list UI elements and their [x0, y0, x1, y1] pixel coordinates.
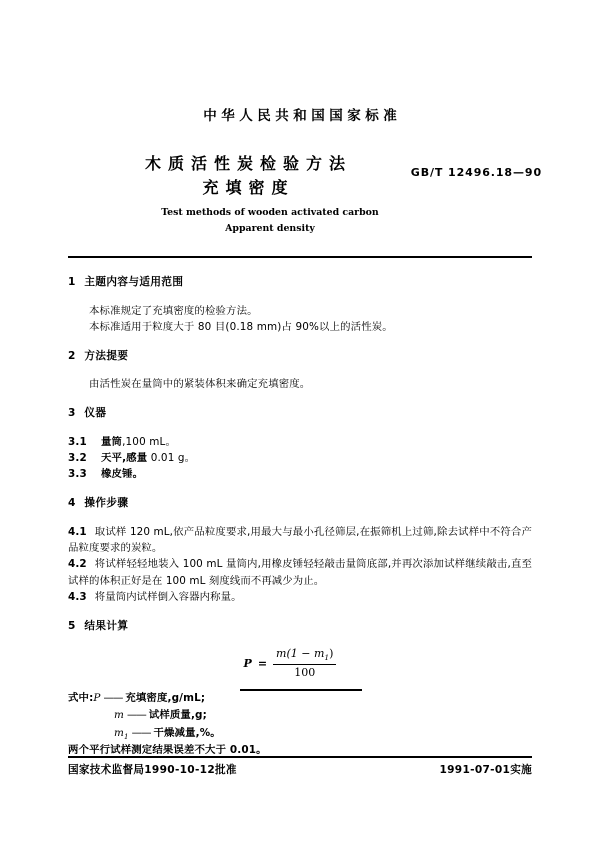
- english-title-block: [0, 205, 600, 238]
- apparatus-item-name: 橡皮锤。: [101, 468, 144, 481]
- formula-variable-symbol: [68, 725, 129, 742]
- title-block: [0, 152, 600, 201]
- english-title-line-2: Apparent density: [225, 223, 315, 235]
- formula-left-hand-side: P: [243, 656, 252, 670]
- apparatus-item-number: 3.2: [68, 451, 87, 464]
- apparatus-item-number: 3.1: [68, 435, 87, 448]
- procedure-step: [68, 524, 532, 557]
- apparatus-item: [68, 434, 532, 450]
- spacer: [68, 393, 532, 405]
- formula-numerator: [273, 647, 336, 664]
- spacer: [68, 367, 532, 376]
- section-heading-2: [68, 348, 532, 365]
- section-1-paragraph-2: 本标准适用于粒度大于 80 目(0.18 mm)占 90%以上的活性炭。: [89, 321, 393, 334]
- formula-legend-dash: ——: [131, 726, 151, 739]
- section-number-3: 3: [68, 406, 76, 419]
- section-heading-4: [68, 495, 532, 512]
- document-title-line-1: 木质活性炭检验方法: [144, 154, 352, 173]
- variable-symbol-text: P: [93, 692, 101, 705]
- formula-equals-sign: =: [257, 656, 268, 670]
- apparatus-item-text: [101, 450, 532, 466]
- procedure-step-text: 取试样 120 mL,依产品粒度要求,用最大与最小孔径筛层,在振筛机上过筛,除去试样中不符合产品粒度要求的炭粒。: [68, 525, 532, 554]
- procedure-step-text: 将量筒内试样倒入容器内称量。: [94, 591, 242, 604]
- formula-variable-symbol: [93, 690, 100, 707]
- apparatus-item-text: [101, 434, 532, 450]
- procedure-step-number: 4.2: [68, 558, 87, 571]
- formula-legend: [68, 690, 532, 758]
- spacer: [68, 606, 532, 618]
- apparatus-item-name: 天平,感量: [101, 451, 148, 464]
- formula-fraction: [273, 647, 336, 679]
- formula-variable-definition: 试样质量,g;: [148, 709, 207, 722]
- approval-statement: 国家技术监督局1990-10-12批准: [68, 764, 237, 776]
- formula-numerator-prefix: m(1 − m: [276, 647, 325, 661]
- formula-legend-row: [68, 690, 532, 707]
- precision-note: 两个平行试样测定结果误差不大于 0.01。: [68, 743, 267, 756]
- section-number-2: 2: [68, 349, 76, 362]
- spacer: [68, 515, 532, 524]
- spacer: [68, 483, 532, 495]
- procedure-step-number: 4.1: [68, 525, 87, 538]
- document-body: [68, 274, 532, 758]
- section-number-1: 1: [68, 276, 76, 288]
- standard-number: GB/T 12496.18—90: [410, 166, 542, 179]
- spacer: [68, 425, 532, 434]
- english-title-line-1: Test methods of wooden activated carbon: [161, 207, 379, 218]
- section-title-3: 仪器: [84, 406, 107, 419]
- apparatus-item-spec: ,100 mL。: [122, 435, 177, 448]
- section-number-5: 5: [68, 619, 76, 632]
- apparatus-item: [68, 466, 532, 482]
- page-footer: [68, 762, 532, 777]
- section-title-2: 方法提要: [84, 349, 129, 362]
- apparatus-item-number: 3.3: [68, 468, 87, 481]
- header-divider-rule: [68, 256, 532, 258]
- formula-legend-dash: ——: [127, 709, 146, 722]
- apparatus-item-text: [101, 466, 532, 482]
- formula-legend-row: [68, 707, 532, 724]
- variable-symbol-subscript: 1: [124, 731, 129, 741]
- formula-variable-definition: 充填密度,g/mL;: [125, 692, 206, 705]
- formula-denominator: 100: [294, 665, 316, 679]
- section-title-5: 结果计算: [84, 619, 129, 632]
- procedure-step-text: 将试样轻轻地装入 100 mL 量筒内,用橡皮锤轻轻敲击量筒底部,并再次添加试样继续敲击,直至试样的体积正好是在 100 mL 刻度线而不再减少为止。: [68, 558, 532, 587]
- procedure-step: [68, 589, 532, 605]
- footer-divider-rule: [68, 756, 532, 758]
- spacer: [68, 336, 532, 348]
- variable-symbol-text: m: [114, 709, 125, 722]
- section-1-paragraph-1: 本标准规定了充填密度的检验方法。: [89, 304, 258, 317]
- procedure-step: [68, 556, 532, 589]
- effective-date-statement: 1991-07-01实施: [439, 764, 532, 776]
- apparatus-item-name: 量筒: [101, 435, 123, 448]
- issuing-nation-line: 中华人民共和国国家标准: [203, 108, 402, 124]
- section-heading-3: [68, 405, 532, 422]
- section-heading-1: [68, 274, 532, 291]
- formula-container: [68, 647, 532, 679]
- variable-symbol-text: m: [114, 726, 125, 739]
- formula-numerator-subscript: 1: [324, 653, 330, 663]
- formula-variable-definition: 干燥减量,%。: [153, 726, 221, 739]
- section-2-paragraph-1: 由活性炭在量筒中的紧装体积来确定充填密度。: [89, 378, 311, 391]
- procedure-step-number: 4.3: [68, 591, 87, 604]
- section-number-4: 4: [68, 496, 76, 509]
- section-title-4: 操作步骤: [84, 496, 129, 509]
- masthead: [0, 108, 600, 124]
- formula-legend-row: [68, 725, 532, 742]
- apparatus-item-spec: 0.01 g。: [147, 451, 196, 464]
- formula-variable-symbol: [68, 707, 124, 724]
- section-heading-5: [68, 618, 532, 635]
- section-title-1: 主题内容与适用范围: [84, 276, 184, 288]
- spacer: [68, 294, 532, 303]
- apparatus-item: [68, 450, 532, 466]
- formula-numerator-suffix: ): [329, 647, 334, 661]
- formula-legend-dash: ——: [103, 692, 123, 705]
- formula-legend-lead: 式中:: [68, 692, 94, 705]
- document-title-line-2: 充填密度: [202, 178, 295, 198]
- apparent-density-formula: [244, 647, 337, 679]
- end-of-text-rule: [240, 689, 362, 691]
